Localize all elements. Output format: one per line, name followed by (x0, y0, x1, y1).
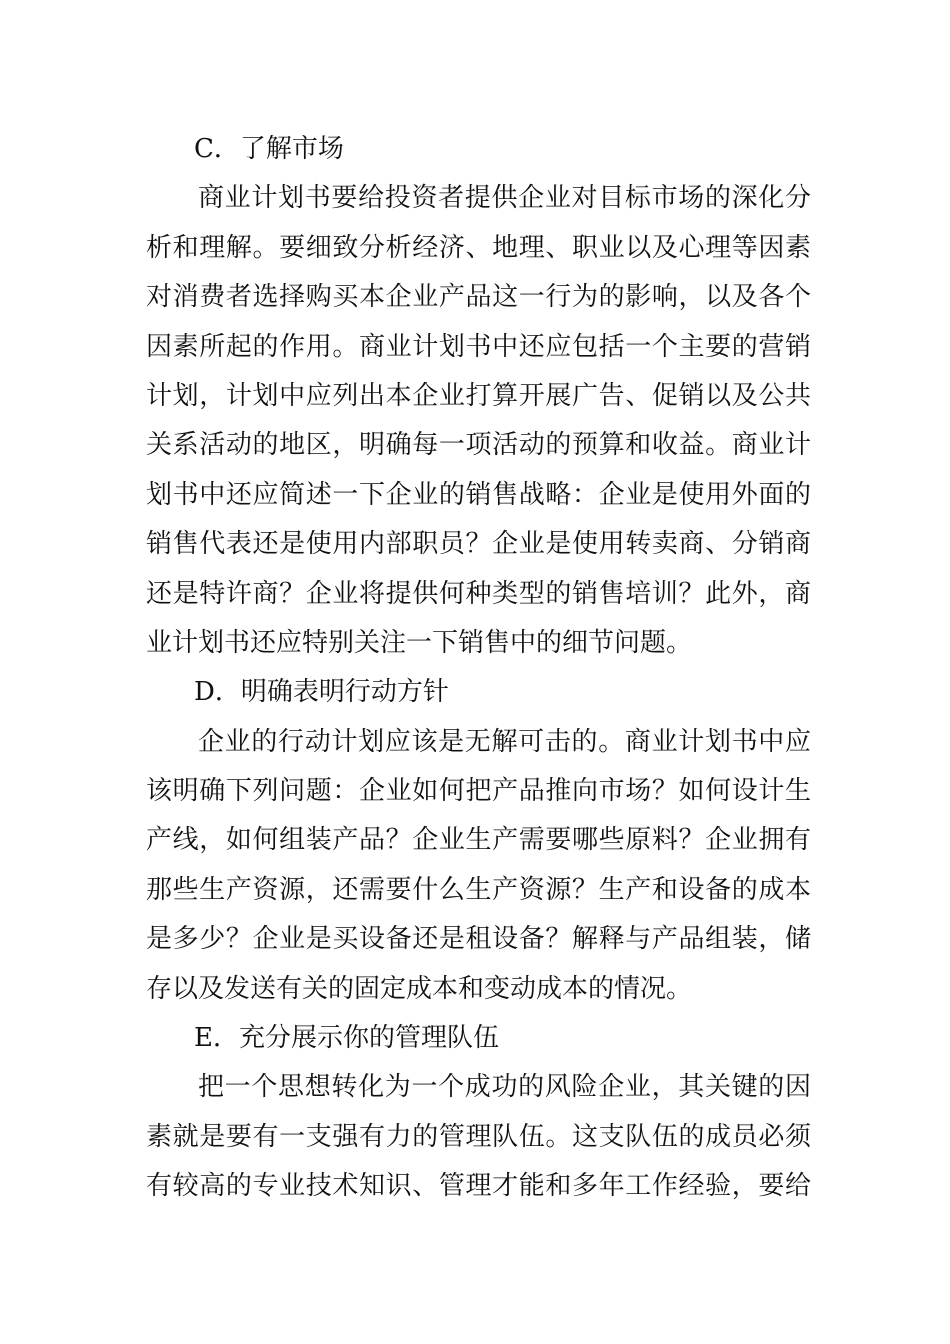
paragraph-line: 那些生产资源，还需要什么生产资源？生产和设备的成本 (146, 874, 811, 905)
paragraph-line: 是多少？企业是买设备还是租设备？解释与产品组装，储 (146, 924, 811, 955)
section-heading-c: C．了解市场 (194, 134, 344, 164)
paragraph-line: 把一个思想转化为一个成功的风险企业，其关键的因 (198, 1072, 811, 1103)
paragraph-line: 关系活动的地区，明确每一项活动的预算和收益。商业计 (146, 430, 811, 461)
paragraph-line: 素就是要有一支强有力的管理队伍。这支队伍的成员必须 (146, 1121, 811, 1152)
section-heading-e: E．充分展示你的管理队伍 (194, 1023, 499, 1054)
paragraph-line: 因素所起的作用。商业计划书中还应包括一个主要的营销 (146, 331, 811, 362)
paragraph-line: 业计划书还应特别关注一下销售中的细节问题。 (146, 627, 693, 658)
paragraph-line: 计划，计划中应列出本企业打算开展广告、促销以及公共 (146, 380, 811, 411)
paragraph-line: 析和理解。要细致分析经济、地理、职业以及心理等因素 (146, 232, 811, 263)
paragraph-line: 划书中还应简述一下企业的销售战略：企业是使用外面的 (146, 479, 811, 510)
paragraph-line: 存以及发送有关的固定成本和变动成本的情况。 (146, 973, 693, 1004)
document-body (146, 125, 811, 1212)
section-heading-d: D．明确表明行动方针 (194, 677, 449, 708)
paragraph-line: 产线，如何组装产品？企业生产需要哪些原料？企业拥有 (146, 825, 811, 856)
paragraph-line: 有较高的专业技术知识、管理才能和多年工作经验，要给 (146, 1171, 811, 1202)
paragraph-line: 该明确下列问题：企业如何把产品推向市场？如何设计生 (146, 776, 811, 807)
paragraph-line: 商业计划书要给投资者提供企业对目标市场的深化分 (198, 183, 811, 214)
paragraph-line: 对消费者选择购买本企业产品这一行为的影响，以及各个 (146, 282, 811, 313)
paragraph-line: 销售代表还是使用内部职员？企业是使用转卖商、分销商 (146, 529, 811, 560)
paragraph-line: 企业的行动计划应该是无解可击的。商业计划书中应 (198, 726, 811, 757)
paragraph-line: 还是特许商？企业将提供何种类型的销售培训？此外，商 (146, 578, 811, 609)
